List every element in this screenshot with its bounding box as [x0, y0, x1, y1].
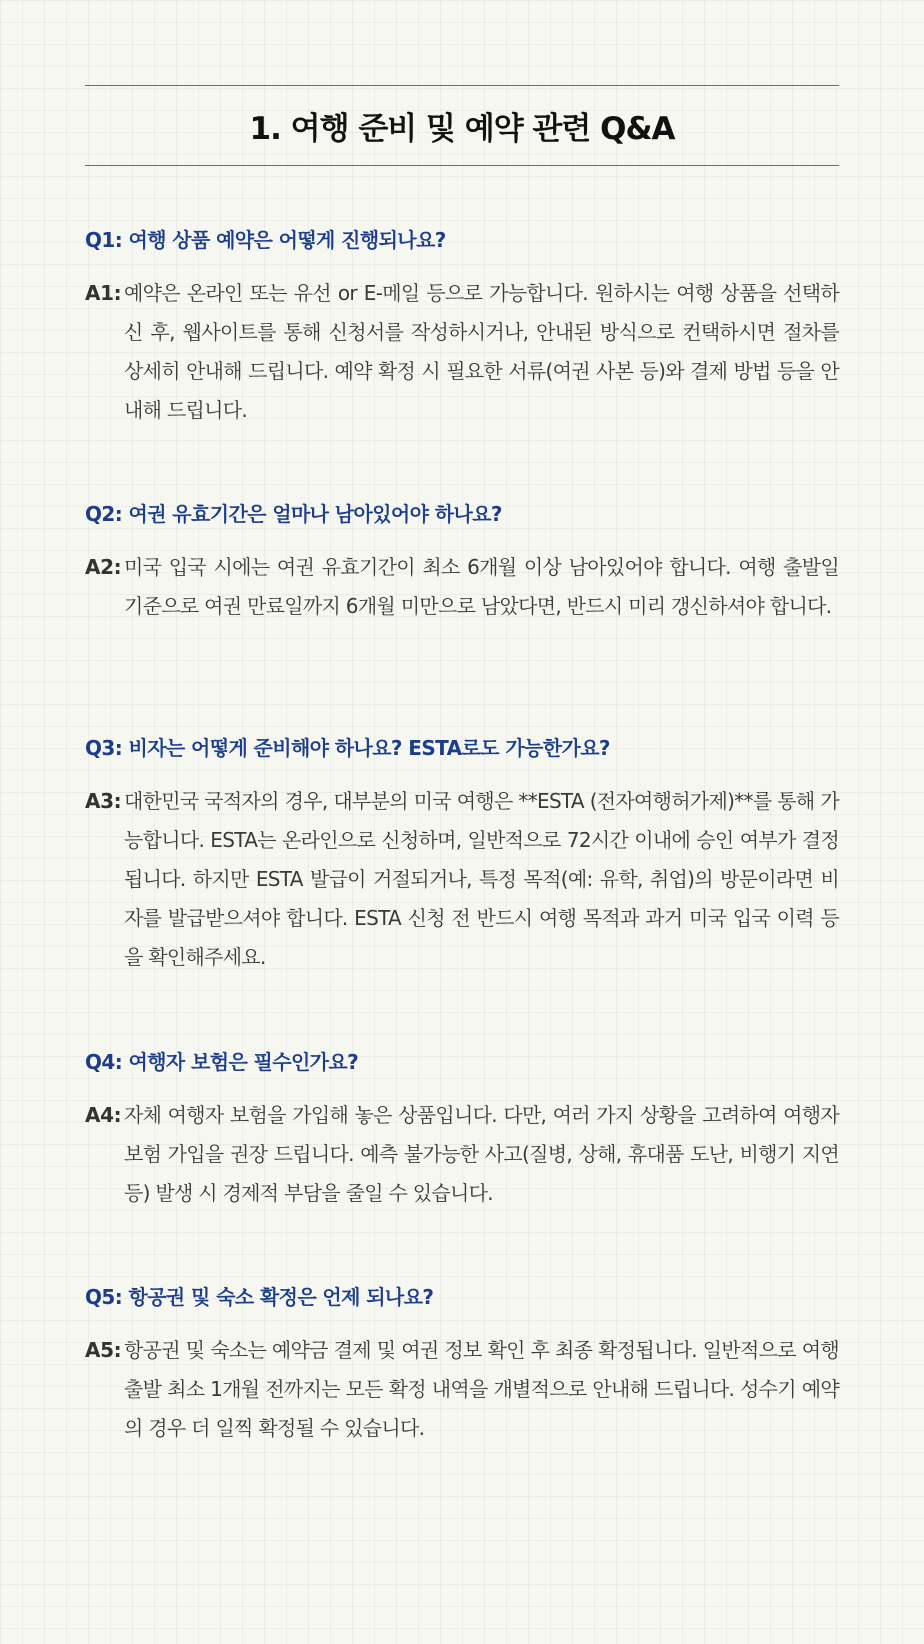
- answer-4: [85, 1096, 839, 1213]
- title-block: [85, 85, 839, 166]
- answer-1: [85, 274, 839, 430]
- question-4: Q4: 여행자 보험은 필수인가요?: [85, 1050, 359, 1074]
- question-3: Q3: 비자는 어떻게 준비해야 하나요? ESTA로도 가능한가요?: [85, 736, 610, 760]
- answer-3: [85, 782, 839, 977]
- answer-label-2: A2:: [85, 555, 122, 579]
- answer-label-5: A5:: [85, 1338, 122, 1362]
- answer-2: [85, 548, 839, 626]
- answer-text-5: 항공권 및 숙소는 예약금 결제 및 여권 정보 확인 후 최종 확정됩니다. 일반적으로 여행 출발 최소 1개월 전까지는 모든 확정 내역을 개별적으로 안내해 드립니다. 성수기 예약의 경우 더 일찍 확정될 수 있습니다.: [124, 1338, 839, 1440]
- qa-item-3: [85, 733, 839, 977]
- answer-text-4: 자체 여행자 보험을 가입해 놓은 상품입니다. 다만, 여러 가지 상황을 고려하여 여행자 보험 가입을 권장 드립니다. 예측 불가능한 사고(질병, 상해, 휴대품 도난, 비행기 지연 등) 발생 시 경제적 부담을 줄일 수 있습니다.: [124, 1103, 839, 1205]
- question-2: Q2: 여권 유효기간은 얼마나 남아있어야 하나요?: [85, 502, 502, 526]
- qa-item-1: [85, 225, 839, 430]
- answer-text-3: 대한민국 국적자의 경우, 대부분의 미국 여행은 **ESTA (전자여행허가제)**를 통해 가능합니다. ESTA는 온라인으로 신청하며, 일반적으로 72시간 이내에 승인 여부가 결정됩니다. 하지만 ESTA 발급이 거절되거나, 특정 목적(예: 유학, 취업)의 방문이라면 비자를 발급받으셔야 합니다. ESTA 신청 전 반드시 여행 목적과 과거 미국 입국 이력 등을 확인해주세요.: [124, 789, 839, 969]
- answer-text-2: 미국 입국 시에는 여권 유효기간이 최소 6개월 이상 남아있어야 합니다. 여행 출발일 기준으로 여권 만료일까지 6개월 미만으로 남았다면, 반드시 미리 갱신하셔야 합니다.: [124, 555, 839, 618]
- answer-label-4: A4:: [85, 1103, 122, 1127]
- answer-text-1: 예약은 온라인 또는 유선 or E-메일 등으로 가능합니다. 원하시는 여행 상품을 선택하신 후, 웹사이트를 통해 신청서를 작성하시거나, 안내된 방식으로 컨택하시면 절차를 상세히 안내해 드립니다. 예약 확정 시 필요한 서류(여권 사본 등)와 결제 방법 등을 안내해 드립니다.: [124, 281, 839, 422]
- answer-label-1: A1:: [85, 281, 122, 305]
- answer-label-3: A3:: [85, 789, 122, 813]
- qa-item-2: [85, 499, 839, 626]
- question-5: Q5: 항공권 및 숙소 확정은 언제 되나요?: [85, 1285, 434, 1309]
- page-title: 1. 여행 준비 및 예약 관련 Q&A: [249, 111, 675, 147]
- answer-5: [85, 1331, 839, 1448]
- question-1: Q1: 여행 상품 예약은 어떻게 진행되나요?: [85, 228, 446, 252]
- qa-item-5: [85, 1282, 839, 1448]
- qa-item-4: [85, 1047, 839, 1213]
